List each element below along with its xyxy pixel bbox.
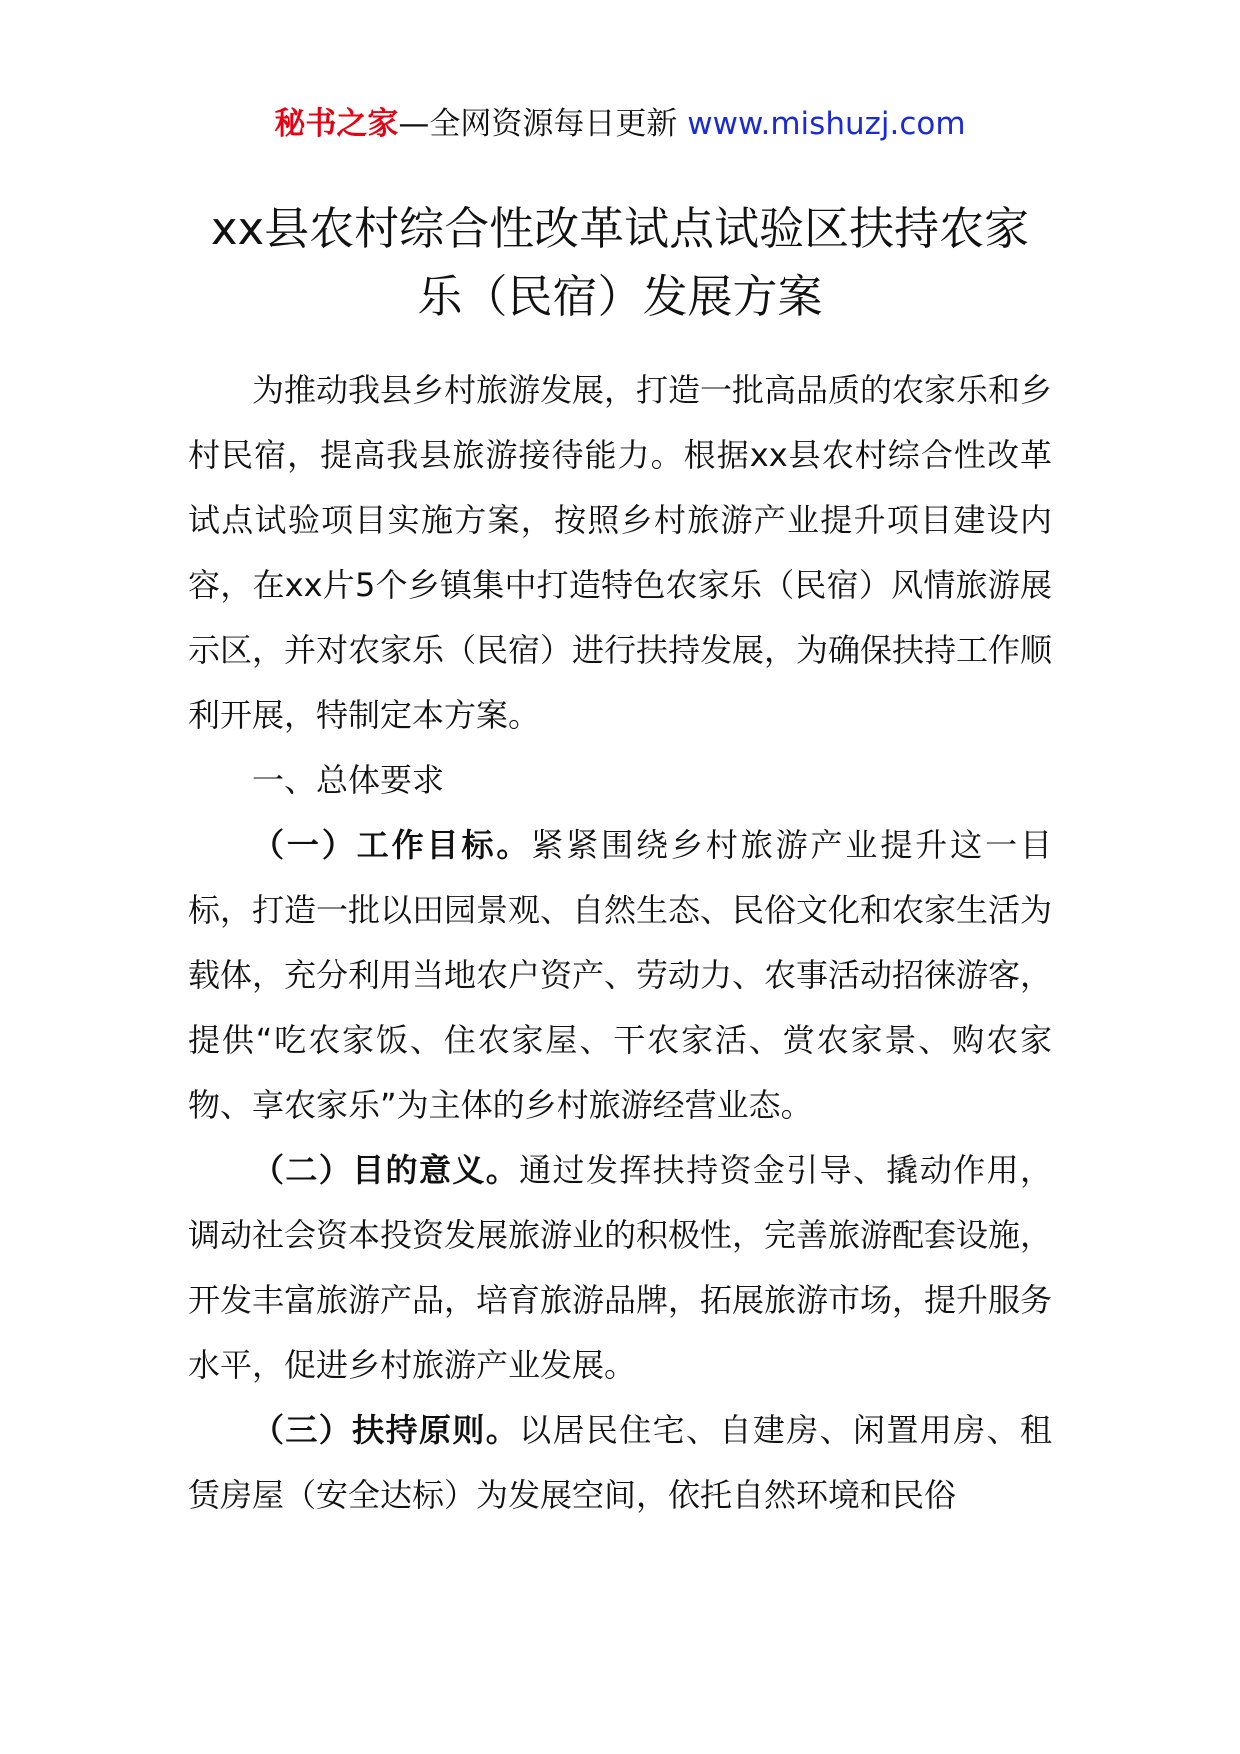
section-heading-general-requirements: 一、总体要求	[252, 761, 445, 799]
purpose-paragraph	[188, 1138, 1052, 1398]
site-tagline: —全网资源每日更新	[398, 106, 678, 142]
work-goal-heading: （一）工作目标。	[252, 826, 532, 864]
site-header-banner	[0, 100, 1240, 148]
work-goal-paragraph	[188, 813, 1052, 1138]
intro-paragraph: 为推动我县乡村旅游发展，打造一批高品质的农家乐和乡村民宿，提高我县旅游接待能力。根据xx县农村综合性改革试点试验项目实施方案，按照乡村旅游产业提升项目建设内容，在xx片5个乡镇集中打造特色农家乐（民宿）风情旅游展示区，并对农家乐（民宿）进行扶持发展，为确保扶持工作顺利开展，特制定本方案。	[188, 371, 1053, 734]
document-title-line-2: 乐（民宿）发展方案	[417, 270, 823, 323]
work-goal-text: 紧紧围绕乡村旅游产业提升这一目标，打造一批以田园景观、自然生态、民俗文化和农家生活为载体，充分利用当地农户资产、劳动力、农事活动招徕游客，提供“吃农家饭、住农家屋、干农家活、赏农家景、购农家物、享农家乐”为主体的乡村旅游经营业态。	[188, 826, 1053, 1124]
support-principle-text: 以居民住宅、自建房、闲置用房、租赁房屋（安全达标）为发展空间，依托自然环境和民俗	[188, 1411, 1052, 1514]
document-body	[188, 358, 1052, 1528]
purpose-heading: （二）目的意义。	[252, 1151, 520, 1189]
support-principle-heading: （三）扶持原则。	[252, 1411, 520, 1449]
document-title-line-1: xx县农村综合性改革试点试验区扶持农家	[210, 202, 1030, 255]
site-url-link[interactable]: www.mishuzj.com	[687, 106, 966, 142]
site-brand: 秘书之家	[274, 106, 399, 142]
document-title	[150, 195, 1090, 331]
support-principle-paragraph	[188, 1398, 1052, 1528]
purpose-text: 通过发挥扶持资金引导、撬动作用，调动社会资本投资发展旅游业的积极性，完善旅游配套设施，开发丰富旅游产品，培育旅游品牌，拓展旅游市场，提升服务水平，促进乡村旅游产业发展。	[188, 1151, 1053, 1384]
